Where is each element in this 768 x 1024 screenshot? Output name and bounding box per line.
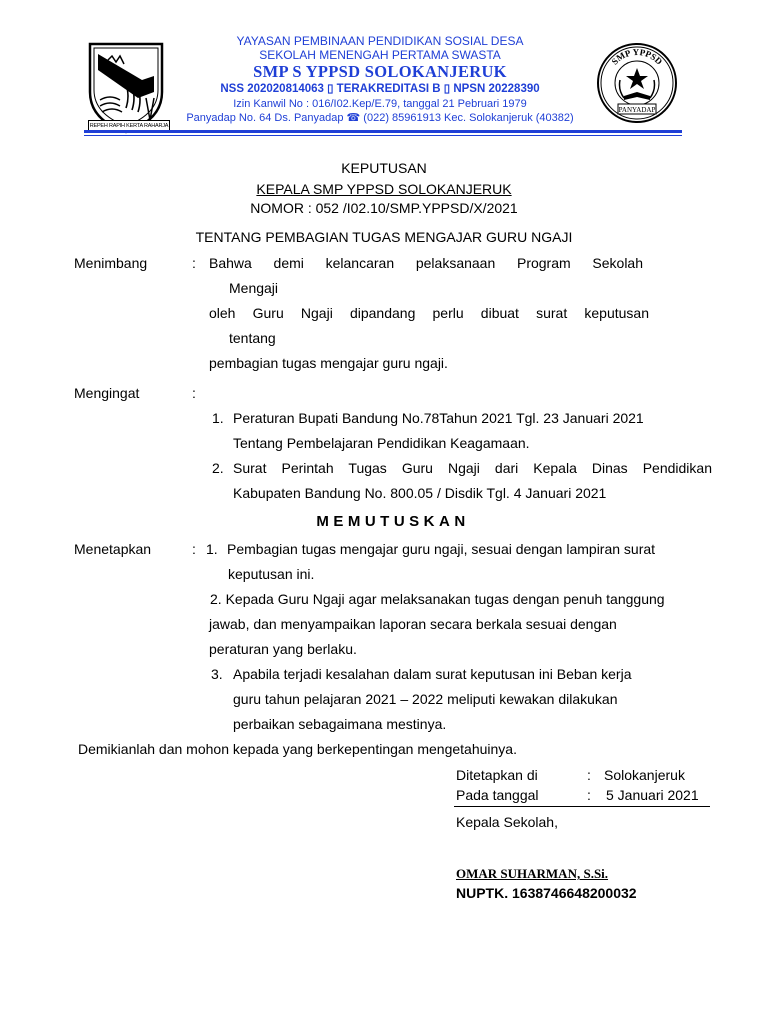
signatory-position: Kepala Sekolah,: [456, 814, 558, 830]
letterhead-rule-thick: [84, 130, 682, 133]
menimbang-line-4: tentang: [229, 330, 276, 346]
menimbang-label: Menimbang: [74, 255, 148, 271]
signatory-nuptk: NUPTK. 1638746648200032: [456, 885, 637, 901]
letterhead-text: [160, 34, 600, 125]
decree-issuer: KEPALA SMP YPPSD SOLOKANJERUK: [256, 181, 512, 197]
svg-text:PANYADAP: PANYADAP: [618, 106, 656, 114]
address-line: Panyadap No. 64 Ds. Panyadap ☎ (022) 85961913 Kec. Solokanjeruk (40382): [186, 112, 574, 124]
mengingat-label: Mengingat: [74, 385, 140, 401]
menetapkan-item-2-line-2: jawab, dan menyampaikan laporan secara berkala sesuai dengan: [209, 616, 617, 632]
decree-heading: KEPUTUSAN: [341, 160, 427, 176]
foundation-name: YAYASAN PEMBINAAN PENDIDIKAN SOSIAL DESA: [236, 34, 524, 48]
mengingat-item-1-number: 1.: [212, 410, 224, 426]
decree-subject: TENTANG PEMBAGIAN TUGAS MENGAJAR GURU NGAJI: [195, 229, 573, 245]
signatory-name: OMAR SUHARMAN, S.Si.: [456, 866, 609, 881]
menetapkan-item-2-line-3: peraturan yang berlaku.: [209, 641, 357, 657]
menimbang-line-5: pembagian tugas mengajar guru ngaji.: [209, 355, 448, 371]
memutuskan-heading: MEMUTUSKAN: [316, 513, 470, 530]
school-name: SMP S YPPSD SOLOKANJERUK: [253, 62, 507, 81]
place-label: Ditetapkan di: [456, 767, 538, 783]
menetapkan-item-3-line-2: guru tahun pelajaran 2021 – 2022 meliputi kewakan dilakukan: [233, 691, 618, 707]
signature-date-rule: [454, 806, 710, 807]
mengingat-item-1-line-2: Tentang Pembelajaran Pendidikan Keagamaan.: [233, 435, 530, 451]
menetapkan-item-1-line-2: keputusan ini.: [228, 566, 315, 582]
mengingat-item-2-line-1: Surat Perintah Tugas Guru Ngaji dari Kepala Dinas Pendidikan: [233, 460, 712, 476]
date-label: Pada tanggal: [456, 787, 539, 803]
letterhead: [0, 0, 768, 140]
menetapkan-item-2-line-1: 2. Kepada Guru Ngaji agar melaksanakan tugas dengan penuh tanggung: [210, 591, 665, 607]
menetapkan-label: Menetapkan: [74, 541, 152, 557]
menetapkan-item-3-line-3: perbaikan sebagaimana mestinya.: [233, 716, 447, 732]
menetapkan-item-1-line-1: Pembagian tugas mengajar guru ngaji, sesuai dengan lampiran surat: [227, 541, 656, 557]
menetapkan-colon: :: [192, 541, 196, 557]
closing-statement: Demikianlah dan mohon kepada yang berkepentingan mengetahuinya.: [78, 741, 517, 757]
svg-text:SMP YPPSD: SMP YPPSD: [609, 46, 665, 67]
menimbang-line-3: oleh Guru Ngaji dipandang perlu dibuat surat keputusan: [209, 305, 649, 321]
date-value: 5 Januari 2021: [606, 787, 699, 803]
nss-npsn-line: NSS 202020814063 ▯ TERAKREDITASI B ▯ NPSN 20228390: [220, 83, 540, 95]
mengingat-item-2-number: 2.: [212, 460, 224, 476]
mengingat-item-2-line-2: Kabupaten Bandung No. 800.05 / Disdik Tgl. 4 Januari 2021: [233, 485, 607, 501]
mengingat-colon: :: [192, 385, 196, 401]
menetapkan-item-1-number: 1.: [206, 541, 218, 557]
school-type: SEKOLAH MENENGAH PERTAMA SWASTA: [259, 48, 501, 62]
menimbang-line-2: Mengaji: [229, 280, 279, 296]
letterhead-rule-thin: [84, 135, 682, 136]
place-colon: :: [587, 767, 591, 783]
license-line: Izin Kanwil No : 016/I02.Kep/E.79, tanggal 21 Pebruari 1979: [233, 98, 527, 110]
emblem-motto: REPEH RAPIH KERTA RAHARJA: [89, 123, 169, 129]
mengingat-item-1-line-1: Peraturan Bupati Bandung No.78Tahun 2021 Tgl. 23 Januari 2021: [233, 410, 644, 426]
date-colon: :: [587, 787, 591, 803]
menetapkan-item-3-line-1: Apabila terjadi kesalahan dalam surat keputusan ini Beban kerja: [233, 666, 632, 682]
school-logo-icon: [596, 42, 678, 124]
decree-number: NOMOR : 052 /I02.10/SMP.YPPSD/X/2021: [250, 200, 518, 216]
place-value: Solokanjeruk: [604, 767, 685, 783]
menimbang-line-1: Bahwa demi kelancaran pelaksanaan Program Sekolah: [209, 255, 643, 271]
menimbang-colon: :: [192, 255, 196, 271]
menetapkan-item-3-number: 3.: [211, 666, 223, 682]
